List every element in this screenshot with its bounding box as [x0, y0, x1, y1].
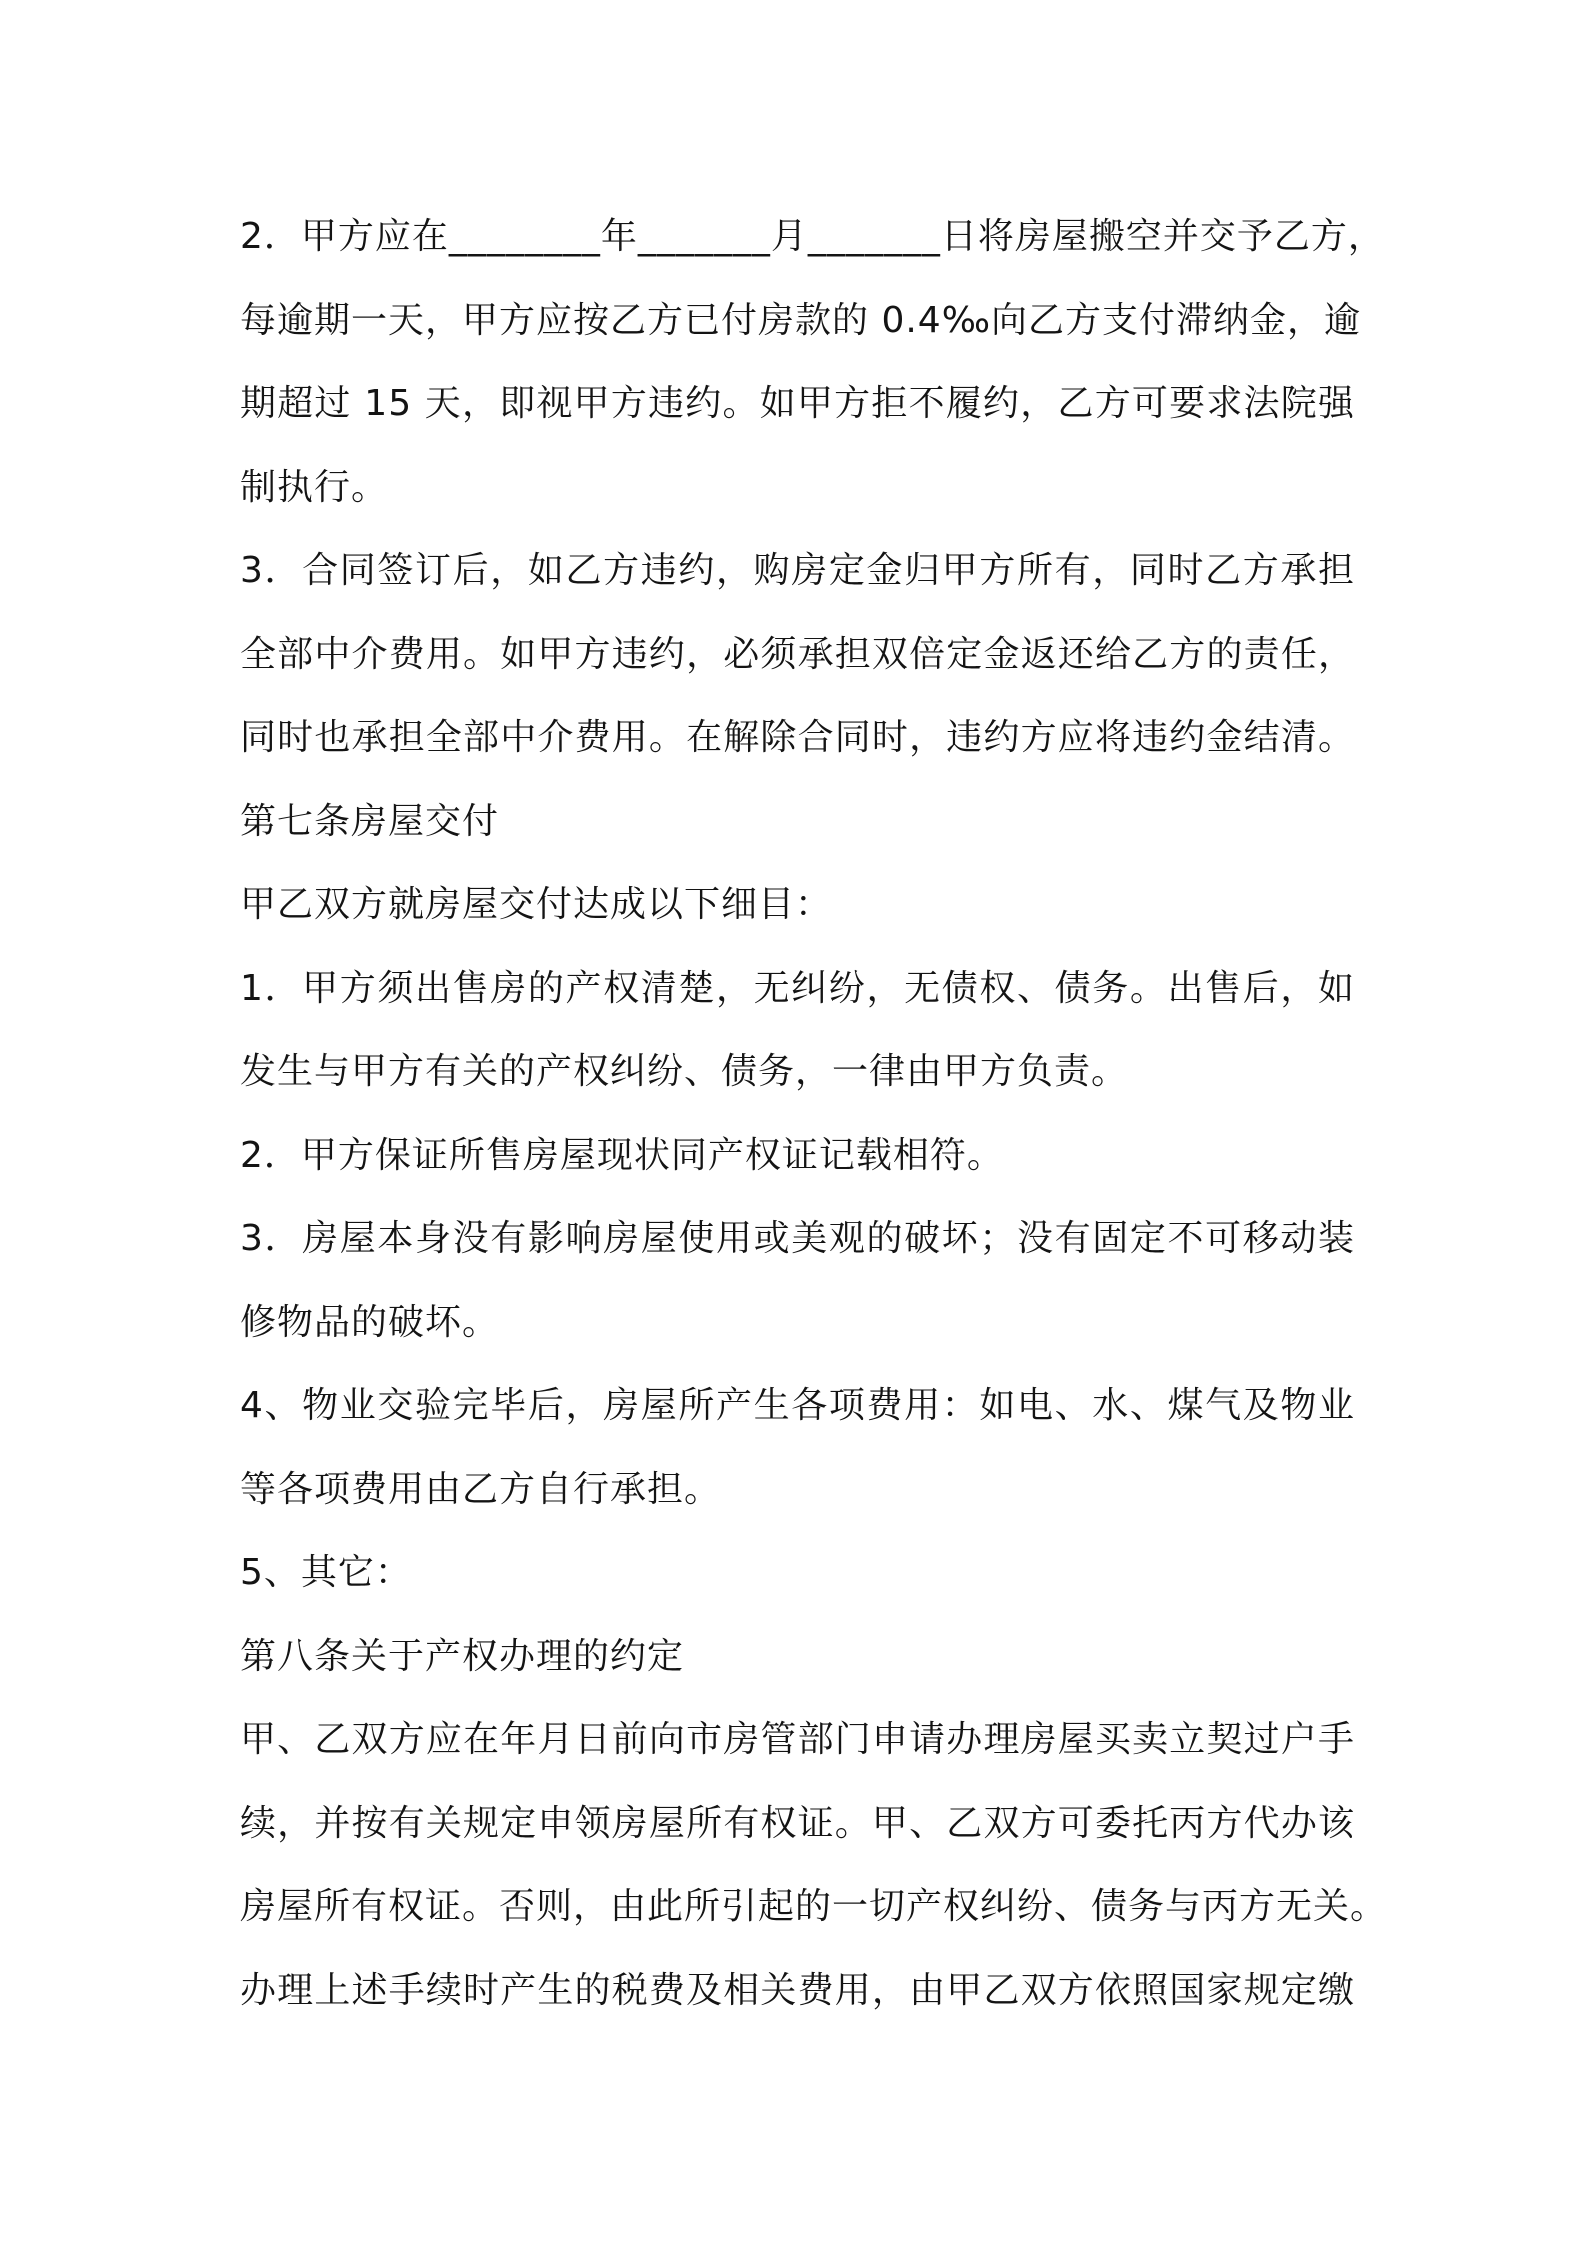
text-line: 甲、乙双方应在年月日前向市房管部门申请办理房屋买卖立契过户手	[240, 1719, 1355, 1760]
text-line: 等各项费用由乙方自行承担。	[240, 1468, 722, 1510]
text-line: 制执行。	[240, 466, 389, 508]
text-line: 2．甲方应在________年_______月_______日将房屋搬空并交予乙方，	[240, 216, 1385, 257]
text-line: 甲乙双方就房屋交付达成以下细目：	[240, 884, 833, 925]
text-line: 发生与甲方有关的产权纠纷、债务，一律由甲方负责。	[240, 1051, 1129, 1092]
text-line: 1．甲方须出售房的产权清楚，无纠纷，无债权、债务。出售后，如	[240, 967, 1355, 1009]
text-line: 2．甲方保证所售房屋现状同产权证记载相符。	[240, 1134, 1004, 1176]
text-line: 同时也承担全部中介费用。在解除合同时，违约方应将违约金结清。	[240, 717, 1355, 758]
text-line: 续，并按有关规定申领房屋所有权证。甲、乙双方可委托丙方代办该	[240, 1802, 1355, 1844]
text-line: 每逾期一天，甲方应按乙方已付房款的 0.4‰向乙方支付滞纳金，逾	[240, 299, 1362, 341]
text-line: 3．房屋本身没有影响房屋使用或美观的破坏；没有固定不可移动装	[240, 1218, 1355, 1259]
text-line: 房屋所有权证。否则，由此所引起的一切产权纠纷、债务与丙方无关。	[240, 1886, 1388, 1927]
text-line: 期超过 15 天，即视甲方违约。如甲方拒不履约，乙方可要求法院强	[240, 383, 1355, 424]
text-line: 3．合同签订后，如乙方违约，购房定金归甲方所有，同时乙方承担	[240, 550, 1355, 591]
text-line: 修物品的破坏。	[240, 1301, 500, 1343]
section-heading: 第八条关于产权办理的约定	[240, 1635, 685, 1677]
section-heading: 第七条房屋交付	[240, 800, 500, 842]
text-line: 办理上述手续时产生的税费及相关费用，由甲乙双方依照国家规定缴	[240, 1969, 1355, 2011]
document-body	[240, 195, 1388, 2032]
text-line: 5、其它：	[240, 1552, 412, 1593]
text-line: 4、物业交验完毕后，房屋所产生各项费用：如电、水、煤气及物业	[240, 1385, 1355, 1426]
text-line: 全部中介费用。如甲方违约，必须承担双倍定金返还给乙方的责任，	[240, 633, 1355, 675]
